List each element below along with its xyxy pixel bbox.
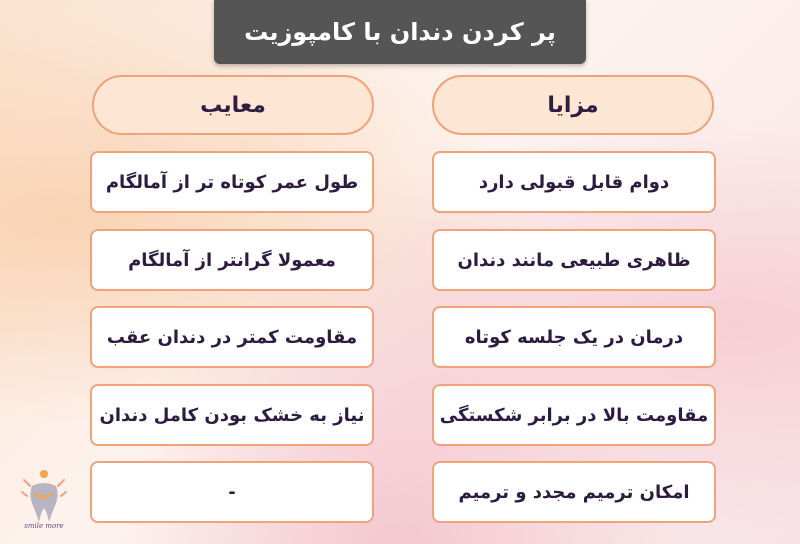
tooth-icon [16,466,72,530]
logo-text: smile more [24,522,64,530]
page-title: پر کردن دندان با کامپوزیت [214,0,586,64]
advantage-item-5: امکان ترمیم مجدد و ترمیم [432,461,716,523]
disadvantage-item-4: نیاز به خشک بودن کامل دندان [90,384,374,446]
advantage-item-2: ظاهری طبیعی مانند دندان [432,229,716,291]
advantages-header: مزایا [432,75,714,135]
advantage-item-3: درمان در یک جلسه کوتاه [432,306,716,368]
disadvantage-item-1: طول عمر کوتاه تر از آمالگام [90,151,374,213]
disadvantages-header: معایب [92,75,374,135]
advantage-item-4: مقاومت بالا در برابر شکستگی [432,384,716,446]
disadvantage-item-2: معمولا گرانتر از آمالگام [90,229,374,291]
disadvantage-item-3: مقاومت کمتر در دندان عقب [90,306,374,368]
disadvantage-item-5: - [90,461,374,523]
advantage-item-1: دوام قابل قبولی دارد [432,151,716,213]
